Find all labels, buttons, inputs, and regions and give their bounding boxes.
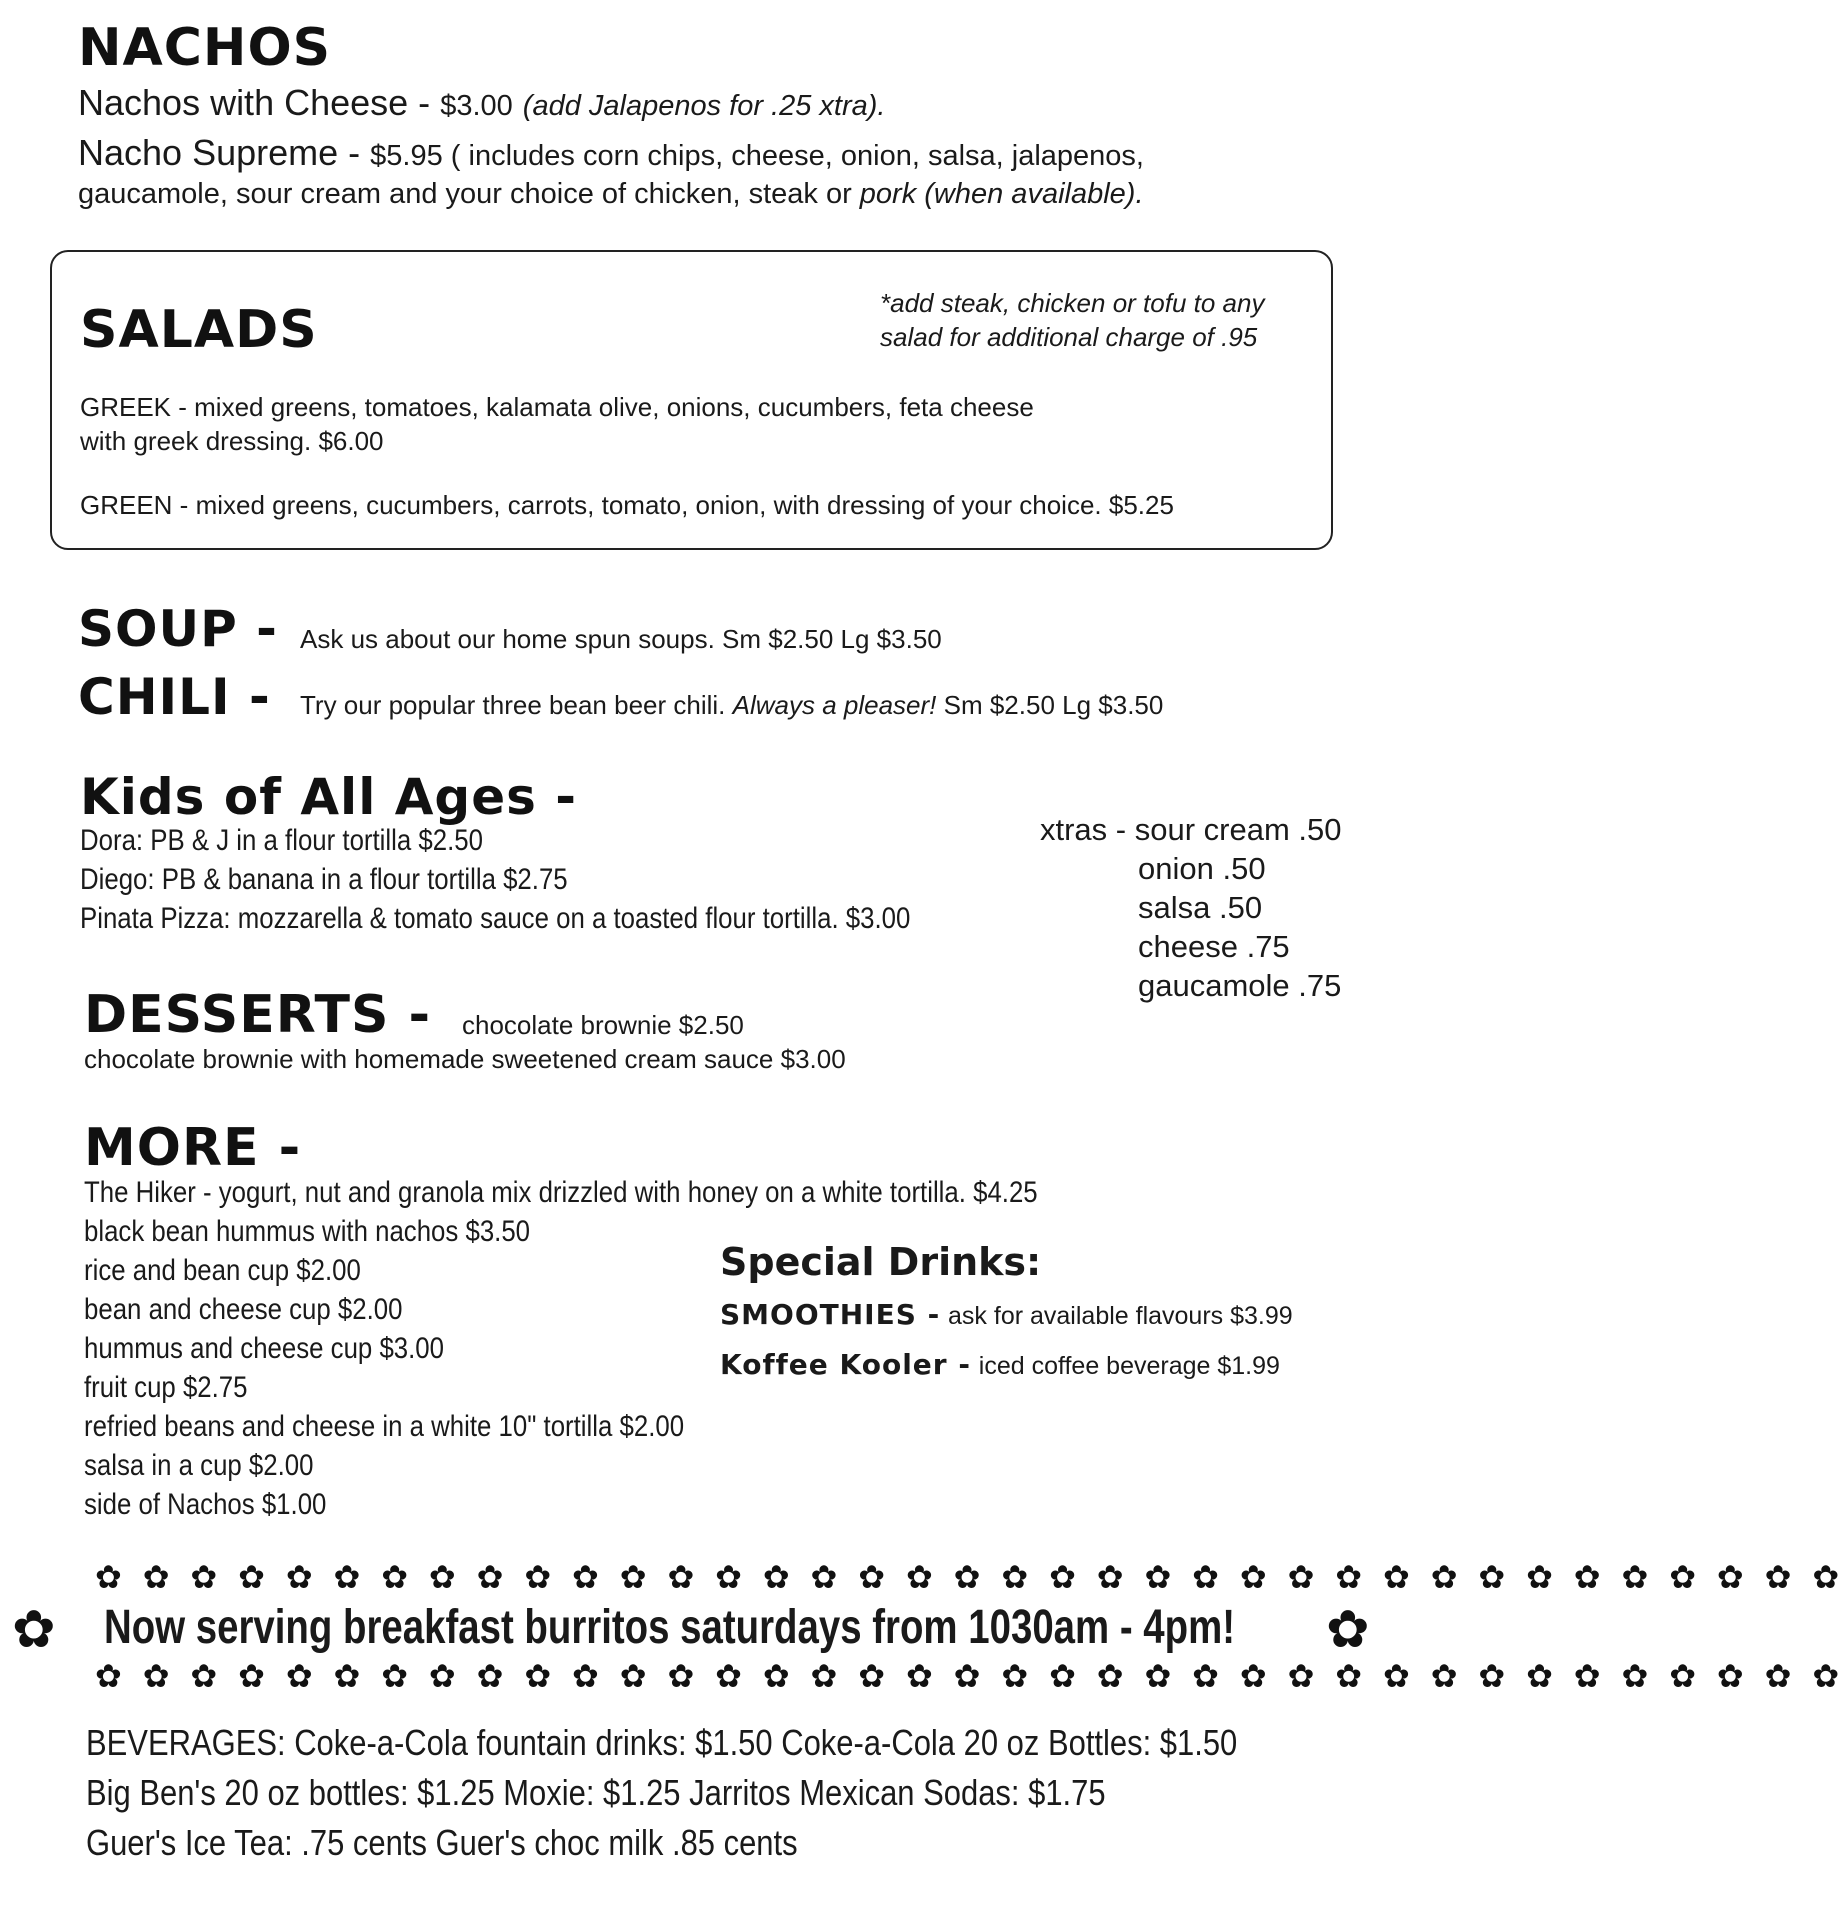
beverages-line: Big Ben's 20 oz bottles: $1.25 Moxie: $1.25 Jarritos Mexican Sodas: $1.75: [86, 1772, 1106, 1813]
nacho-supreme-detail: [78, 178, 1144, 211]
flower-icon: ✿: [1326, 1601, 1370, 1659]
chili-heading: CHILI -: [78, 668, 271, 726]
desserts-heading: DESSERTS -: [84, 985, 432, 1045]
salads-note-line: *add steak, chicken or tofu to any: [880, 288, 1265, 318]
nachos-with-cheese-item: [78, 82, 885, 124]
xtras-item: gaucamole .75: [1138, 968, 1342, 1003]
greek-salad-item: GREEK - mixed greens, tomatoes, kalamata olive, onions, cucumbers, feta cheese: [80, 392, 1034, 422]
drink-description: iced coffee beverage $1.99: [978, 1352, 1280, 1380]
desserts-item: chocolate brownie $2.50: [462, 1010, 744, 1040]
item-name: Nachos with Cheese -: [78, 82, 431, 123]
drink-name: Koffee Kooler -: [720, 1348, 971, 1381]
more-item: rice and bean cup $2.00: [84, 1254, 361, 1287]
xtras-item: salsa .50: [1138, 890, 1263, 925]
item-detail-italic: pork (when available).: [859, 178, 1144, 210]
nacho-supreme-item: [78, 132, 1144, 174]
more-item: salsa in a cup $2.00: [84, 1449, 314, 1482]
item-detail-line: gaucamole, sour cream and your choice of chicken, steak or: [78, 178, 852, 210]
beverages-line: Guer's Ice Tea: .75 cents Guer's choc milk .85 cents: [86, 1822, 798, 1863]
more-item: refried beans and cheese in a white 10" tortilla $2.00: [84, 1410, 685, 1443]
chili-tagline: Always a pleaser!: [732, 690, 937, 720]
chili-desc-text: Try our popular three bean beer chili.: [300, 690, 726, 720]
soup-heading: SOUP -: [78, 600, 278, 658]
kids-heading: Kids of All Ages -: [80, 768, 578, 826]
item-price: $3.00: [440, 90, 513, 122]
green-salad-item: GREEN - mixed greens, cucumbers, carrots, tomato, onion, with dressing of your choice. $5.25: [80, 490, 1174, 520]
nachos-heading: NACHOS: [78, 18, 332, 78]
kids-item: Dora: PB & J in a flour tortilla $2.50: [80, 824, 483, 857]
more-heading: MORE -: [84, 1118, 302, 1178]
salads-note-line: salad for additional charge of .95: [880, 322, 1258, 352]
smoothies-item: [720, 1298, 1293, 1331]
more-item: black bean hummus with nachos $3.50: [84, 1215, 531, 1248]
more-item: side of Nachos $1.00: [84, 1488, 327, 1521]
soup-description: Ask us about our home spun soups. Sm $2.50 Lg $3.50: [300, 624, 942, 654]
drink-name: SMOOTHIES -: [720, 1298, 941, 1331]
more-item: hummus and cheese cup $3.00: [84, 1332, 445, 1365]
xtras-item: xtras - sour cream .50: [1040, 812, 1342, 847]
kids-item: Pinata Pizza: mozzarella & tomato sauce on a toasted flour tortilla. $3.00: [80, 902, 911, 935]
more-item: The Hiker - yogurt, nut and granola mix drizzled with honey on a white tortilla. $4.25: [84, 1176, 1038, 1209]
more-item: bean and cheese cup $2.00: [84, 1293, 403, 1326]
flower-icon: ✿: [12, 1601, 56, 1659]
chili-prices: Sm $2.50 Lg $3.50: [943, 690, 1164, 720]
breakfast-burritos-banner: Now serving breakfast burritos saturdays from 1030am - 4pm!: [104, 1601, 1236, 1654]
chili-description: [300, 690, 1163, 721]
beverages-line: BEVERAGES: Coke-a-Cola fountain drinks: $1.50 Coke-a-Cola 20 oz Bottles: $1.50: [86, 1722, 1238, 1763]
xtras-item: cheese .75: [1138, 929, 1290, 964]
item-detail: $5.95 ( includes corn chips, cheese, onion, salsa, jalapenos,: [370, 140, 1144, 172]
xtras-item: onion .50: [1138, 851, 1266, 886]
kids-item: Diego: PB & banana in a flour tortilla $2.75: [80, 863, 568, 896]
more-item: fruit cup $2.75: [84, 1371, 248, 1404]
item-note: (add Jalapenos for .25 xtra).: [522, 90, 886, 122]
special-drinks-heading: Special Drinks:: [720, 1240, 1042, 1284]
koffee-kooler-item: [720, 1348, 1280, 1381]
greek-salad-item-cont: with greek dressing. $6.00: [80, 426, 384, 456]
drink-description: ask for available flavours $3.99: [948, 1302, 1293, 1330]
flower-border-bottom: ✿ ✿ ✿ ✿ ✿ ✿ ✿ ✿ ✿ ✿ ✿ ✿ ✿ ✿ ✿ ✿ ✿ ✿ ✿ ✿ ✿ ✿ ✿ ✿ ✿ ✿ ✿ ✿ ✿ ✿ ✿ ✿ ✿ ✿ ✿ ✿ ✿: [95, 1658, 1845, 1694]
item-name: Nacho Supreme -: [78, 132, 361, 173]
desserts-item: chocolate brownie with homemade sweetened cream sauce $3.00: [84, 1044, 846, 1074]
salads-heading: SALADS: [80, 300, 318, 360]
flower-border-top: ✿ ✿ ✿ ✿ ✿ ✿ ✿ ✿ ✿ ✿ ✿ ✿ ✿ ✿ ✿ ✿ ✿ ✿ ✿ ✿ ✿ ✿ ✿ ✿ ✿ ✿ ✿ ✿ ✿ ✿ ✿ ✿ ✿ ✿ ✿ ✿ ✿: [95, 1559, 1845, 1595]
